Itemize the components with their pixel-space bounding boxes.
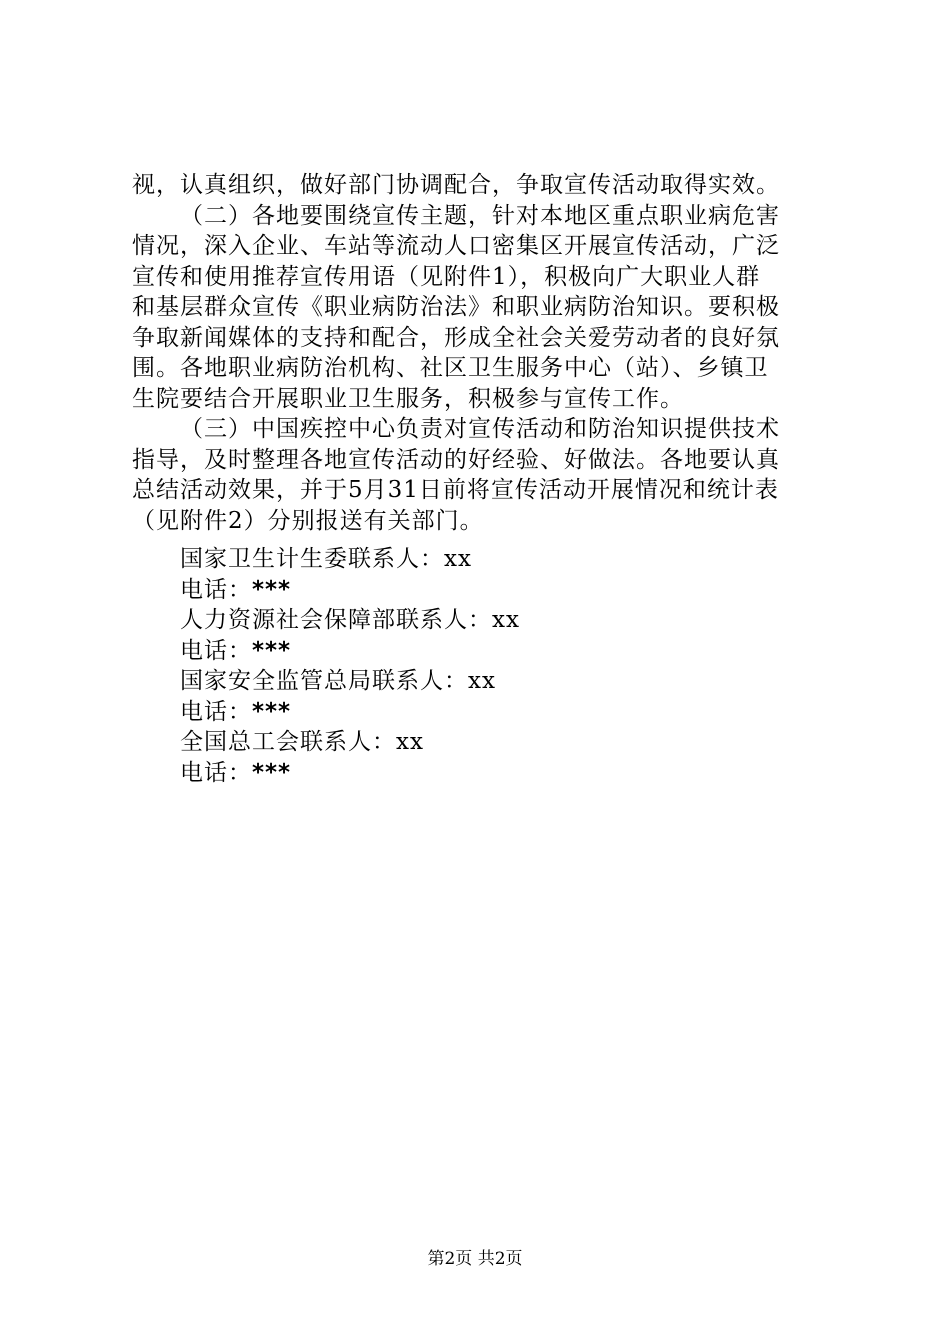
- paragraph-2-line: 争取新闻媒体的支持和配合，形成全社会关爱劳动者的良好氛: [132, 324, 780, 351]
- contact-label: 全国总工会联系人：: [180, 729, 396, 755]
- phone-value: ***: [252, 576, 292, 603]
- paragraph-3-line: 指导，及时整理各地宣传活动的好经验、好做法。各地要认真: [132, 446, 780, 473]
- contact-label: 国家安全监管总局联系人：: [180, 668, 468, 694]
- contact-phone-line: [180, 636, 520, 667]
- paragraph-2-line: 生院要结合开展职业卫生服务，积极参与宣传工作。: [132, 385, 684, 412]
- contact-value: xx: [492, 607, 520, 633]
- contact-label: 国家卫生计生委联系人：: [180, 546, 444, 572]
- phone-value: ***: [252, 637, 292, 664]
- contact-value: xx: [444, 546, 472, 572]
- contact-phone-line: [180, 758, 520, 789]
- phone-label: 电话：: [180, 759, 252, 786]
- page-indicator: 第2页 共2页: [427, 1249, 523, 1269]
- contact-phone-line: [180, 575, 520, 606]
- contact-person-line: [180, 727, 520, 758]
- contact-value: xx: [396, 729, 424, 755]
- document-body: [132, 170, 832, 536]
- phone-label: 电话：: [180, 698, 252, 725]
- contact-phone-line: [180, 697, 520, 728]
- contact-value: xx: [468, 668, 496, 694]
- paragraph-2-line: 和基层群众宣传《职业病防治法》和职业病防治知识。要积极: [132, 294, 780, 320]
- contact-list: [180, 544, 520, 788]
- paragraph-3-line: （三）中国疾控中心负责对宣传活动和防治知识提供技术: [180, 416, 780, 442]
- phone-label: 电话：: [180, 637, 252, 664]
- contact-label: 人力资源社会保障部联系人：: [180, 607, 492, 633]
- paragraph-2-line: 情况，深入企业、车站等流动人口密集区开展宣传活动，广泛: [132, 233, 780, 259]
- phone-value: ***: [252, 698, 292, 725]
- paragraph-3-line: （见附件2）分别报送有关部门。: [132, 507, 484, 534]
- paragraph-3-line: 总结活动效果，并于5月31日前将宣传活动开展情况和统计表: [132, 477, 779, 503]
- phone-value: ***: [252, 759, 292, 786]
- contact-person-line: [180, 544, 520, 575]
- page-footer: [0, 1244, 950, 1269]
- paragraph-2-line: 围。各地职业病防治机构、社区卫生服务中心（站）、乡镇卫: [132, 355, 769, 381]
- contact-person-line: [180, 666, 520, 697]
- contact-person-line: [180, 605, 520, 636]
- phone-label: 电话：: [180, 576, 252, 603]
- paragraph-2-line: 宣传和使用推荐宣传用语（见附件1），积极向广大职业人群: [132, 263, 761, 290]
- paragraph-2-line: （二）各地要围绕宣传主题，针对本地区重点职业病危害: [180, 202, 780, 229]
- paragraph-1-line: 视，认真组织，做好部门协调配合，争取宣传活动取得实效。: [132, 172, 780, 198]
